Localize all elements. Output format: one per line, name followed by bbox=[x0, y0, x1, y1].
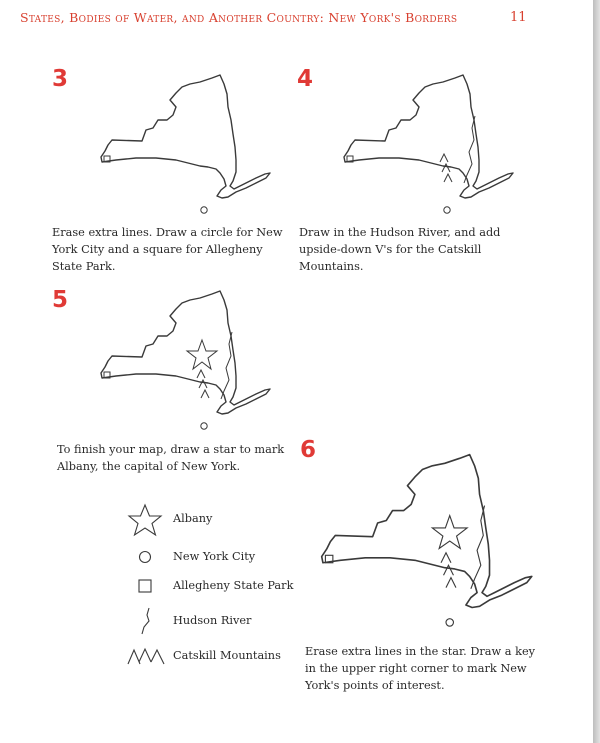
step-4-map bbox=[333, 72, 518, 217]
page-edge-shadow bbox=[593, 0, 600, 743]
step-6-map bbox=[308, 446, 538, 636]
circle-icon bbox=[125, 547, 165, 567]
key-label-catskill: Catskill Mountains bbox=[173, 649, 281, 662]
river-icon bbox=[125, 606, 165, 636]
step-4-number: 4 bbox=[297, 66, 314, 92]
star-icon bbox=[125, 503, 165, 537]
key-label-allegheny: Allegheny State Park bbox=[173, 579, 294, 592]
step-3-caption: Erase extra lines. Draw a circle for New York City and a square for Allegheny State Park. bbox=[52, 226, 283, 273]
step-3-map bbox=[90, 72, 275, 217]
key-label-albany: Albany bbox=[173, 512, 213, 525]
step-6-number: 6 bbox=[300, 437, 317, 463]
nyc-circle-icon bbox=[444, 207, 450, 213]
hudson-river-line bbox=[471, 506, 485, 589]
nyc-circle-icon bbox=[446, 619, 453, 626]
catskill-mountains-icon bbox=[441, 553, 456, 588]
nyc-circle-icon bbox=[201, 423, 207, 429]
step-5-map bbox=[90, 288, 275, 433]
step-3-number: 3 bbox=[52, 66, 69, 92]
square-icon bbox=[125, 576, 165, 598]
hudson-river-line bbox=[464, 116, 475, 183]
key-label-nyc: New York City bbox=[173, 550, 256, 563]
step-5-number: 5 bbox=[52, 287, 69, 313]
key-label-hudson: Hudson River bbox=[173, 614, 252, 627]
step-6-caption: Erase extra lines in the star. Draw a key in the upper right corner to mark New York's points of interest. bbox=[305, 645, 536, 692]
albany-star-icon bbox=[187, 340, 217, 369]
catskill-mountains-icon bbox=[197, 370, 209, 398]
nyc-circle-icon bbox=[201, 207, 207, 213]
hudson-river-line bbox=[221, 332, 232, 399]
mountains-icon bbox=[125, 644, 169, 666]
catskill-mountains-icon bbox=[440, 154, 452, 182]
step-4-caption: Draw in the Hudson River, and add upside-down V's for the Catskill Mountains. bbox=[299, 226, 501, 273]
page-header-title: States, Bodies of Water, and Another Country: New York's Borders bbox=[20, 10, 458, 25]
step-5-caption: To finish your map, draw a star to mark Albany, the capital of New York. bbox=[57, 443, 285, 473]
page-number: 11 bbox=[510, 10, 527, 25]
albany-star-icon bbox=[432, 516, 467, 549]
